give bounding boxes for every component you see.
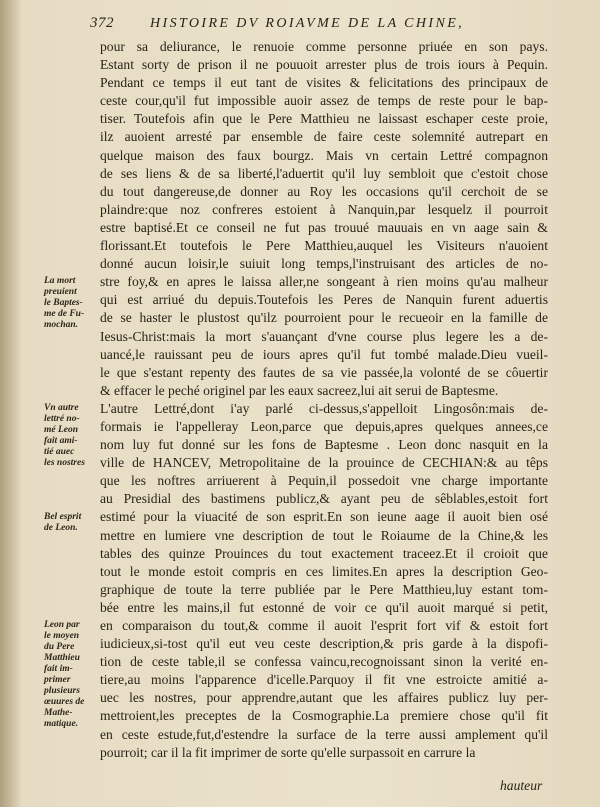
margin-note-line: le Baptes-: [44, 298, 83, 309]
margin-note-line: mochan.: [44, 320, 79, 331]
text-line: que les noftres arriuerent à Pequin,il possedoit vne charge importante: [100, 473, 548, 489]
margin-note-line: Leon par: [44, 620, 80, 631]
margin-note-line: La mort: [44, 276, 76, 287]
text-line: Estant sorty de prison il ne pouuoit arrester plus de trois iours à Pequin.: [100, 57, 548, 73]
text-line: plaindre:que noz confreres estoient à Nanquin,par lesquelz il pourroit: [100, 201, 548, 217]
margin-note: [44, 276, 108, 331]
text-line: de ses liens & de sa liberté,l'aduertit qu'il luy sembloit que c'estoit chose: [100, 165, 548, 181]
running-title: HISTOIRE DV ROIAVME DE LA CHINE,: [150, 16, 465, 31]
text-line: ville de HANCEV, Metropolitaine de la prouince de CECHIAN:& au têps: [100, 455, 548, 471]
text-line: quelque maison des faux bourgz. Mais vn certain Lettré compagnon: [100, 147, 548, 163]
text-line: & effacer le peché originel par les eaux sacreez,lui ait serui de Baptesme.: [100, 382, 499, 398]
text-line: en comparaison du tout,& comme il auoit l'esprit fort vif & estoit fort: [100, 618, 548, 633]
text-line: formais ie l'appelleray Leon,parce que depuis,apres quelques annees,ce: [100, 418, 548, 434]
text-line: graphique de toute la terre publiée par le Pere Matthieu,luy estant tom-: [100, 581, 548, 597]
text-line: donné aucun loisir,le suiuit long temps,l'instruisant des articles de no-: [100, 256, 548, 272]
margin-note-line: Matthieu: [44, 653, 80, 664]
margin-note-line: de Leon.: [44, 522, 78, 533]
text-line: florissant.Et toutefois le Pere Matthieu,auquel les Visiteurs n'auoient: [100, 238, 548, 254]
text-line: ilz auoient arresté par ensemble de faire ceste solemnité autrepart en: [100, 129, 548, 145]
text-line: tables des quinze Prouinces du tout exactement traceez.Et il croioit que: [100, 545, 548, 561]
margin-note-line: Mathe-: [44, 708, 73, 719]
text-line: le que s'estant repenty des fautes de sa vie passée,la volonté de se côuertir: [100, 364, 548, 380]
catchword: hauteur: [500, 778, 543, 793]
margin-note-line: les nostres: [44, 458, 85, 468]
margin-note-line: me de Fu-: [44, 309, 85, 320]
margin-note: [44, 620, 108, 730]
text-line: pour sa deliurance, le renuoie comme personne priuée en son pays.: [100, 39, 548, 54]
text-line: au Presidial des bastimens publicz,& ayant peu de sêblables,estoit fort: [100, 491, 548, 507]
margin-note: [44, 512, 108, 534]
text-line: tiser. Toutefois afin que le Pere Matthieu ne laissast eschaper ceste proie,: [100, 111, 548, 127]
margin-note-line: tié auec: [44, 447, 75, 457]
body-text: [100, 38, 548, 762]
margin-note-line: primer: [44, 675, 71, 686]
text-line: tion de ceste table,il se confessa vaincu,recognoissant sinon la verité en-: [100, 654, 548, 670]
text-line: tiere,au moins l'apparence d'icelle.Parquoy il fit vne estroicte amitié a-: [100, 672, 548, 688]
margin-note-line: du Pere: [44, 642, 75, 653]
text-line: qui est arriué du depuis.Toutefois les Peres de Nanquin furent aduertis: [100, 292, 548, 308]
text-line: bée entre les mains,il fut estonné de voir ce qu'il auoit marqué si petit,: [100, 599, 548, 615]
text-line: estimé pour la viuacité de son esprit.En son ieune aage il auoit bien osé: [100, 509, 548, 525]
text-line: uancé,le rauissant peu de iours apres qu'il fut tombé malade.Dieu vueil-: [100, 346, 548, 362]
text-line: mettre en lumiere vne description de tout le Roiaume de la Chine,& les: [100, 527, 548, 543]
text-line: iudicieux,si-tost qu'il eut veu ceste description,& pris garde à la dispofi-: [100, 636, 548, 652]
margin-note-line: lettré no-: [44, 414, 80, 424]
text-line: nom luy fut donné sur les fons de Baptesme . Leon donc nasquit en la: [100, 437, 548, 453]
margin-note-line: Bel esprit: [44, 511, 82, 522]
text-line: tout le monde estoit compris en ces limites.En apres la description Geo-: [100, 563, 548, 579]
text-line: stre foy,& en apres le laissa aller,ne songeant à rien moins qu'au malheur: [100, 274, 548, 290]
page-number: 372: [90, 15, 114, 31]
margin-note-line: fait im-: [44, 664, 73, 675]
text-line: pourroit; car il la fit imprimer de sorte qu'elle surpassoit en carrure la: [100, 744, 476, 760]
text-line: estre baptisé.Et ce conseil ne fut pas trouué mauuais en vn aage sain &: [100, 219, 548, 235]
page-header: [90, 15, 560, 37]
margin-note-line: œuures de: [44, 697, 85, 708]
text-line: Pendant ce temps il eut tant de visites & felicitations des principaux de: [100, 75, 548, 91]
text-line: ceste cour,qu'il fut impossible auoir assez de temps de reste pour le bap-: [100, 93, 548, 109]
text-line: du tout dangereuse,de donner au Roy les occasions qu'il cerchoit de se: [100, 183, 548, 199]
margin-note-line: mé Leon: [44, 425, 79, 435]
margin-note-line: preuient: [44, 287, 77, 298]
margin-note: [44, 403, 108, 469]
text-line: L'autre Lettré,dont i'ay parlé ci-dessus,s'appelloit Lingosôn:mais de-: [100, 400, 548, 416]
margin-note-line: fait ami-: [44, 436, 78, 446]
margin-note-line: Vn autre: [44, 403, 79, 413]
text-line: Iesus-Christ:mais la mort s'auançant d'vne course plus legere les a de-: [100, 328, 548, 344]
binding-shadow: [0, 0, 22, 807]
text-line: en ceste estude,fut,d'estendre la surface de la terre aussi amplement qu'il: [100, 726, 548, 742]
text-line: de se haster le plustost qu'ilz pourroient pour le recueoir en la famille de: [100, 310, 548, 326]
margin-note-line: plusieurs: [44, 686, 80, 697]
margin-note-line: le moyen: [44, 631, 80, 642]
text-line: uec les nostres, pour apprendre,autant que les affaires publicz luy per-: [100, 690, 548, 706]
margin-note-line: matique.: [44, 719, 79, 730]
text-line: mettroient,les preceptes de la Cosmographie.La premiere chose qu'il fit: [100, 708, 548, 724]
